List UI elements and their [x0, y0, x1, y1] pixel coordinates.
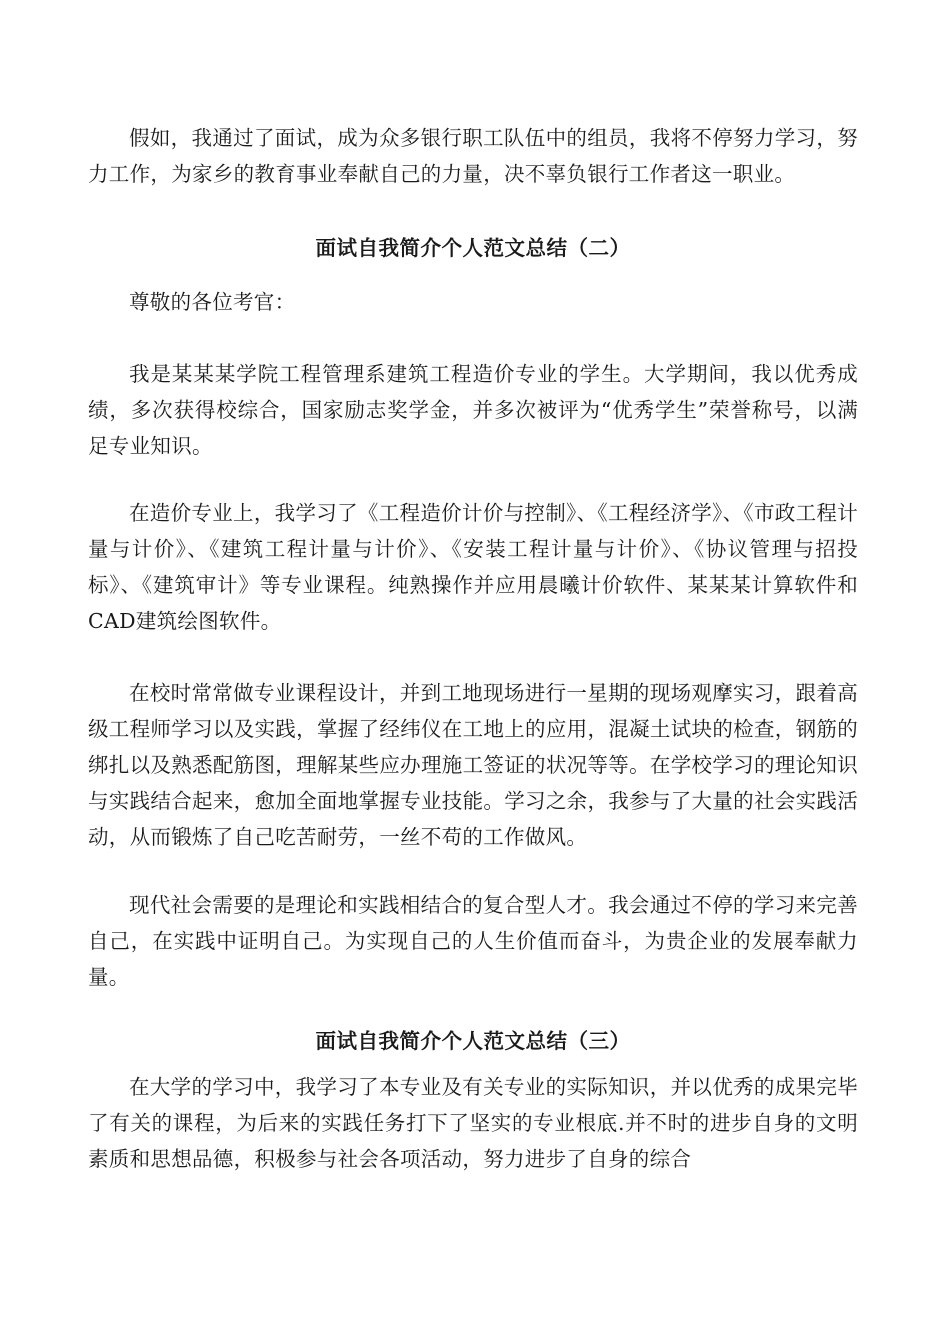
paragraph-2: 我是某某某学院工程管理系建筑工程造价专业的学生。大学期间，我以优秀成绩，多次获得校综合，国家励志奖学金，并多次被评为“优秀学生”荣誉称号，以满足专业知识。 — [88, 362, 858, 458]
section-heading-2: 面试自我简介个人范文总结（二） — [315, 236, 631, 260]
salutation: 尊敬的各位考官： — [129, 290, 296, 314]
paragraph-1: 假如，我通过了面试，成为众多银行职工队伍中的组员，我将不停努力学习，努力工作，为家乡的教育事业奉献自己的力量，决不辜负银行工作者这一职业。 — [88, 126, 858, 186]
paragraph-6: 在大学的学习中，我学习了本专业及有关专业的实际知识，并以优秀的成果完毕了有关的课程，为后来的实践任务打下了坚实的专业根底.并不时的进步自身的文明素质和思想品德，积极参与社会各项活动，努力进步了自身的综合 — [88, 1075, 858, 1171]
paragraph-5: 现代社会需要的是理论和实践相结合的复合型人才。我会通过不停的学习来完善自己，在实践中证明自己。为实现自己的人生价值而奋斗，为贵企业的发展奉献力量。 — [88, 893, 858, 989]
document-page — [88, 120, 858, 1177]
section-heading-3: 面试自我简介个人范文总结（三） — [315, 1029, 631, 1053]
paragraph-4: 在校时常常做专业课程设计，并到工地现场进行一星期的现场观摩实习，跟着高级工程师学习以及实践，掌握了经纬仪在工地上的应用，混凝土试块的检查，钢筋的绑扎以及熟悉配筋图，理解某些应办理施工签证的状况等等。在学校学习的理论知识与实践结合起来，愈加全面地掌握专业技能。学习之余，我参与了大量的社会实践活动，从而锻炼了自己吃苦耐劳，一丝不苟的工作做风。 — [88, 681, 858, 849]
paragraph-3: 在造价专业上，我学习了《工程造价计价与控制》、《工程经济学》、《市政工程计量与计价》、《建筑工程计量与计价》、《安装工程计量与计价》、《协议管理与招投标》、《建筑审计》等专业课程。纯熟操作并应用晨曦计价软件、某某某计算软件和CAD建筑绘图软件。 — [88, 501, 858, 633]
